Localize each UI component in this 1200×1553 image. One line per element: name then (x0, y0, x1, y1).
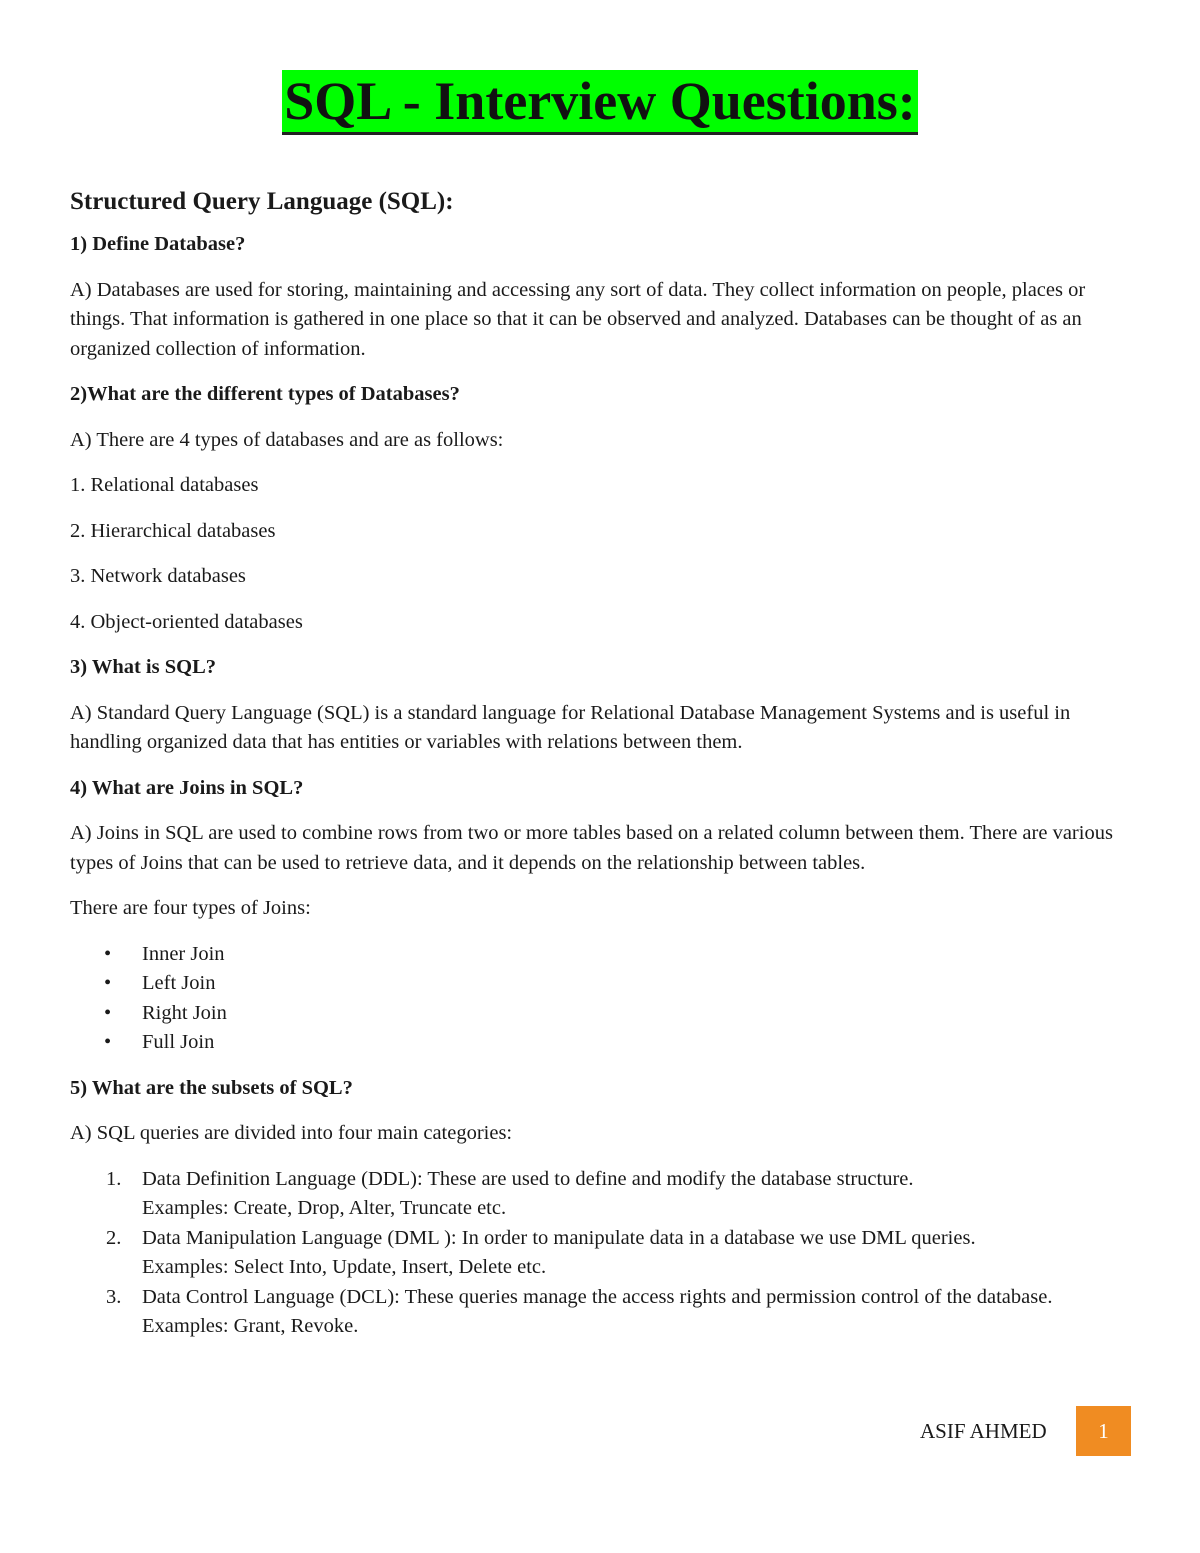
subset-examples: Examples: Select Into, Update, Insert, Delete etc. (142, 1256, 547, 1278)
database-type-item: 4. Object-oriented databases (70, 610, 303, 633)
bullet-icon: • (104, 972, 112, 994)
list-number: 2. (106, 1226, 122, 1249)
document-body (70, 185, 1130, 1358)
answer-3: A) Standard Query Language (SQL) is a standard language for Relational Database Management Systems and is useful in handling organized data that has entities or variables with relations between them. (70, 701, 1071, 753)
sql-subsets-list (70, 1165, 1130, 1342)
answer-4: A) Joins in SQL are used to combine rows from two or more tables based on a related column between them. There are various types of Joins that can be used to retrieve data, and it depends on the relationship between tables. (70, 822, 1113, 874)
answer-1: A) Databases are used for storing, maintaining and accessing any sort of data. They collect information on people, places or things. That information is gathered in one place so that it can be observed and analyzed. Databases can be thought of as an organized collection of information. (70, 278, 1086, 360)
subset-description: Data Definition Language (DDL): These are used to define and modify the database structure. (142, 1167, 914, 1190)
list-item (70, 999, 1130, 1029)
list-item (70, 1028, 1130, 1058)
page-number-badge: 1 (1076, 1406, 1131, 1456)
joins-list (70, 940, 1130, 1058)
question-1: 1) Define Database? (70, 233, 246, 255)
title-wrapper (0, 70, 1200, 135)
question-2: 2)What are the different types of Databases? (70, 383, 460, 405)
list-item (70, 940, 1130, 970)
join-type-label: Inner Join (142, 942, 225, 965)
footer-author: ASIF AHMED (920, 1419, 1047, 1443)
join-type-label: Full Join (142, 1031, 215, 1053)
question-3: 3) What is SQL? (70, 656, 217, 678)
database-type-item: 2. Hierarchical databases (70, 519, 276, 542)
section-heading: Structured Query Language (SQL): (70, 188, 454, 215)
list-number: 3. (106, 1285, 122, 1308)
list-item (70, 1283, 1130, 1342)
database-type-item: 1. Relational databases (70, 474, 259, 496)
subset-description: Data Control Language (DCL): These queries manage the access rights and permission control of the database. (142, 1285, 1053, 1308)
database-type-item: 3. Network databases (70, 565, 246, 587)
answer-5: A) SQL queries are divided into four main categories: (70, 1122, 513, 1144)
join-type-label: Left Join (142, 972, 216, 994)
list-item (70, 1165, 1130, 1224)
list-item (70, 1224, 1130, 1283)
list-item (70, 969, 1130, 999)
bullet-icon: • (104, 1031, 112, 1053)
join-type-label: Right Join (142, 1001, 227, 1024)
question-5: 5) What are the subsets of SQL? (70, 1076, 353, 1099)
bullet-icon: • (104, 1001, 112, 1024)
subset-examples: Examples: Create, Drop, Alter, Truncate etc. (142, 1197, 507, 1219)
joins-intro: There are four types of Joins: (70, 897, 311, 919)
bullet-icon: • (104, 942, 112, 965)
question-4: 4) What are Joins in SQL? (70, 776, 304, 799)
answer-2: A) There are 4 types of databases and are as follows: (70, 428, 504, 451)
page-title: SQL - Interview Questions: (282, 70, 918, 135)
subset-description: Data Manipulation Language (DML ): In order to manipulate data in a database we use DML queries. (142, 1226, 976, 1249)
list-number: 1. (106, 1167, 122, 1190)
subset-examples: Examples: Grant, Revoke. (142, 1315, 359, 1337)
